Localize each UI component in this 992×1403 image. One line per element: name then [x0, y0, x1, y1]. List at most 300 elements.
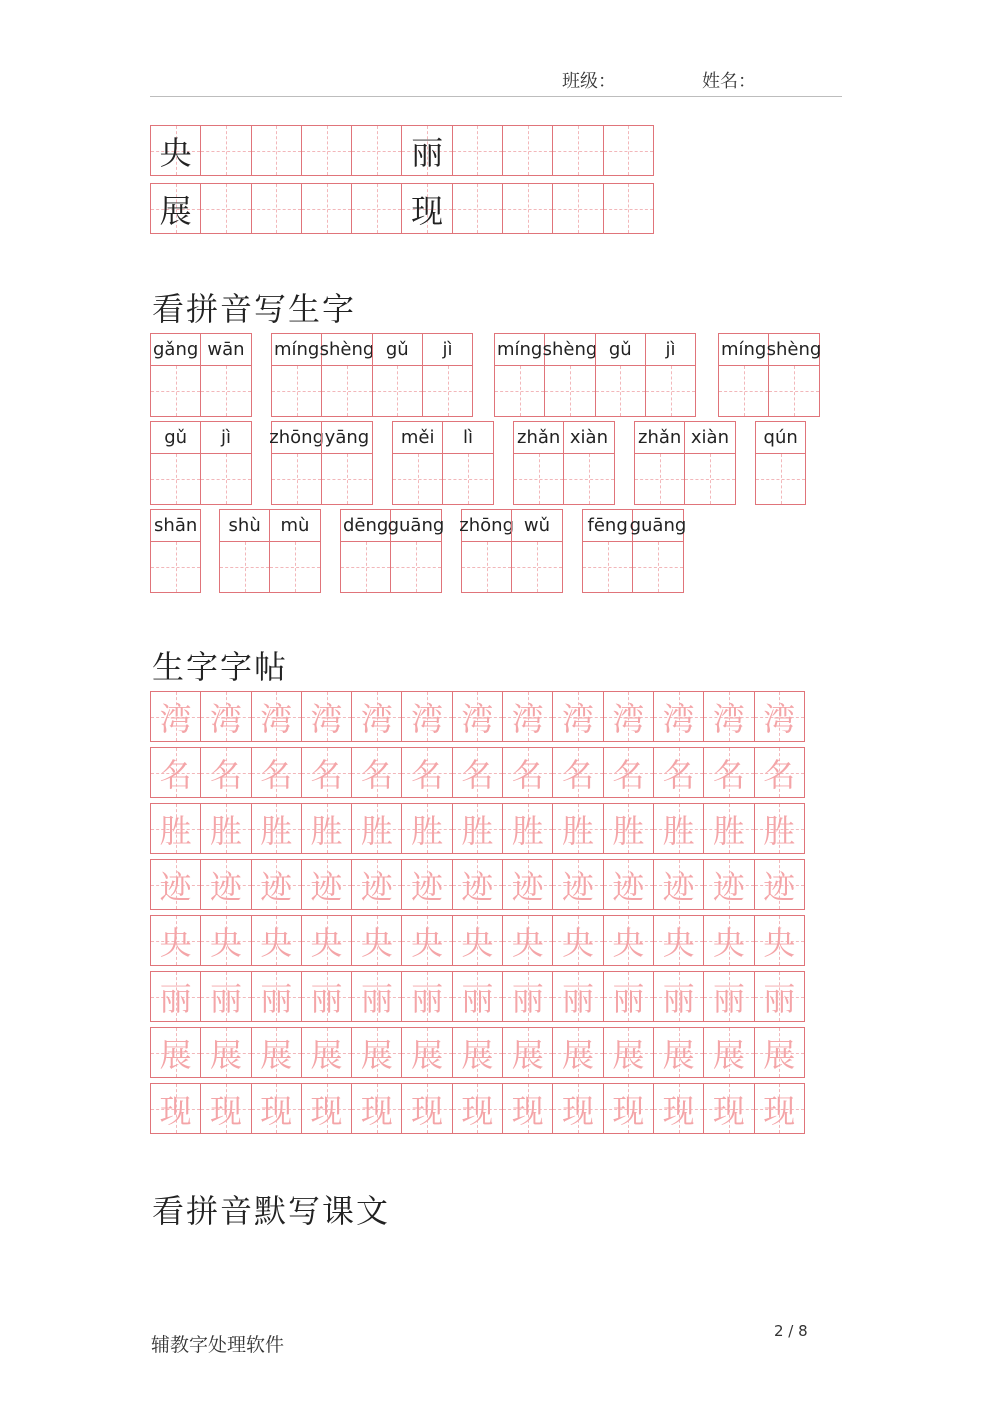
trace-character: 丽 — [209, 979, 242, 1018]
pinyin-word-group — [634, 421, 736, 505]
copybook-cell[interactable] — [754, 691, 805, 742]
trace-character: 央 — [763, 923, 796, 962]
trace-character: 央 — [310, 923, 343, 962]
model-character: 现 — [411, 191, 444, 230]
section-title-pinyin-to-chars: 看拼音写生字 — [152, 290, 357, 328]
pinyin-syllable: mù — [270, 510, 319, 542]
answer-cell[interactable] — [633, 542, 682, 592]
copybook-cell[interactable] — [401, 691, 452, 742]
answer-cell[interactable] — [514, 454, 563, 504]
trace-character: 丽 — [159, 979, 192, 1018]
name-label: 姓名： — [702, 71, 756, 92]
trace-character: 丽 — [310, 979, 343, 1018]
trace-character: 迹 — [411, 867, 444, 906]
copybook-cell[interactable] — [754, 1027, 805, 1078]
trace-character: 胜 — [612, 811, 645, 850]
trace-character: 湾 — [662, 699, 695, 738]
writing-cell[interactable] — [502, 125, 553, 176]
answer-cell[interactable] — [635, 454, 684, 504]
copybook-cell[interactable] — [301, 691, 352, 742]
pinyin-syllable: qún — [756, 422, 805, 454]
answer-cell[interactable] — [685, 454, 734, 504]
copybook-cell[interactable] — [401, 803, 452, 854]
pinyin-word-group — [513, 421, 615, 505]
model-character: 央 — [159, 133, 192, 172]
copybook-cell[interactable] — [653, 691, 704, 742]
copybook-row — [150, 803, 805, 854]
writing-cell[interactable] — [200, 183, 251, 234]
trace-character: 湾 — [411, 699, 444, 738]
pinyin-word-group — [219, 509, 321, 593]
answer-cell[interactable] — [462, 542, 511, 592]
answer-cell[interactable] — [201, 454, 250, 504]
copybook-cell[interactable] — [502, 803, 553, 854]
copybook-cell[interactable] — [301, 803, 352, 854]
trace-character: 央 — [159, 923, 192, 962]
copybook-cell[interactable] — [552, 747, 603, 798]
pinyin-syllable: gǔ — [596, 334, 645, 366]
copybook-cell[interactable] — [703, 915, 754, 966]
trace-character: 迹 — [260, 867, 293, 906]
model-character: 展 — [159, 191, 192, 230]
answer-cell[interactable] — [583, 542, 632, 592]
trace-character: 湾 — [612, 699, 645, 738]
pinyin-box — [684, 421, 735, 505]
writing-cell[interactable] — [351, 125, 402, 176]
writing-cell[interactable] — [552, 125, 603, 176]
writing-cell[interactable] — [452, 183, 503, 234]
trace-character: 丽 — [612, 979, 645, 1018]
copybook-cell[interactable] — [351, 803, 402, 854]
pinyin-word-group — [340, 509, 445, 593]
copybook-cell[interactable] — [150, 971, 201, 1022]
trace-character: 迹 — [159, 867, 192, 906]
trace-character: 胜 — [360, 811, 393, 850]
copybook-cell[interactable] — [351, 859, 402, 910]
trace-character: 丽 — [662, 979, 695, 1018]
trace-character: 湾 — [310, 699, 343, 738]
trace-character: 丽 — [712, 979, 745, 1018]
copybook-cell[interactable] — [351, 971, 402, 1022]
copybook-cell[interactable] — [502, 971, 553, 1022]
copybook-cell[interactable] — [150, 1027, 201, 1078]
copybook-cell[interactable] — [351, 1027, 402, 1078]
answer-cell[interactable] — [495, 366, 544, 416]
copybook-cell[interactable] — [301, 915, 352, 966]
trace-character: 现 — [461, 1091, 494, 1130]
answer-cell[interactable] — [393, 454, 442, 504]
answer-cell[interactable] — [270, 542, 319, 592]
copybook-cell[interactable] — [754, 747, 805, 798]
answer-cell[interactable] — [151, 366, 200, 416]
trace-character: 丽 — [411, 979, 444, 1018]
copybook-cell[interactable] — [703, 859, 754, 910]
writing-cell[interactable] — [603, 125, 654, 176]
trace-character: 现 — [260, 1091, 293, 1130]
trace-character: 迹 — [763, 867, 796, 906]
writing-cell[interactable] — [150, 183, 201, 234]
writing-cell[interactable] — [301, 183, 352, 234]
copybook-cell[interactable] — [552, 915, 603, 966]
writing-cell[interactable] — [351, 183, 402, 234]
trace-character: 丽 — [360, 979, 393, 1018]
copybook-cell[interactable] — [251, 803, 302, 854]
trace-character: 展 — [511, 1035, 544, 1074]
pinyin-word-group — [461, 509, 563, 593]
top-row — [150, 125, 654, 176]
pinyin-box — [494, 333, 545, 417]
copybook-cell[interactable] — [251, 915, 302, 966]
answer-cell[interactable] — [272, 366, 321, 416]
copybook-cell[interactable] — [603, 691, 654, 742]
trace-character: 央 — [209, 923, 242, 962]
copybook-cell[interactable] — [351, 691, 402, 742]
copybook-cell[interactable] — [703, 1083, 754, 1134]
trace-character: 胜 — [662, 811, 695, 850]
answer-cell[interactable] — [719, 366, 768, 416]
trace-character: 湾 — [562, 699, 595, 738]
copybook-row — [150, 1027, 805, 1078]
pinyin-syllable: wǔ — [512, 510, 561, 542]
trace-character: 名 — [562, 755, 595, 794]
answer-cell[interactable] — [322, 366, 371, 416]
copybook-cell[interactable] — [150, 803, 201, 854]
pinyin-box — [219, 509, 270, 593]
copybook-cell[interactable] — [653, 803, 704, 854]
class-label: 班级： — [562, 71, 616, 92]
writing-cell[interactable] — [401, 125, 452, 176]
trace-character: 湾 — [763, 699, 796, 738]
pinyin-word-group — [150, 333, 252, 417]
copybook-cell[interactable] — [452, 971, 503, 1022]
copybook-cell[interactable] — [401, 971, 452, 1022]
pinyin-word-group — [718, 333, 820, 417]
pinyin-box — [511, 509, 562, 593]
copybook-cell[interactable] — [452, 691, 503, 742]
answer-cell[interactable] — [201, 366, 250, 416]
answer-cell[interactable] — [512, 542, 561, 592]
copybook-cell[interactable] — [200, 971, 251, 1022]
writing-cell[interactable] — [401, 183, 452, 234]
copybook-cell[interactable] — [452, 803, 503, 854]
answer-cell[interactable] — [220, 542, 269, 592]
copybook-cell[interactable] — [754, 971, 805, 1022]
copybook-cell[interactable] — [200, 747, 251, 798]
copybook-cell[interactable] — [251, 1083, 302, 1134]
answer-cell[interactable] — [443, 454, 492, 504]
copybook-cell[interactable] — [603, 747, 654, 798]
pinyin-box — [422, 333, 473, 417]
pinyin-box — [321, 421, 372, 505]
trace-character: 名 — [159, 755, 192, 794]
writing-cell[interactable] — [200, 125, 251, 176]
pinyin-word-group — [150, 421, 252, 505]
pinyin-syllable: dēng — [341, 510, 390, 542]
pinyin-syllable: lì — [443, 422, 492, 454]
trace-character: 名 — [511, 755, 544, 794]
copybook-cell[interactable] — [401, 859, 452, 910]
copybook-cell[interactable] — [351, 1083, 402, 1134]
trace-character: 迹 — [461, 867, 494, 906]
trace-character: 迹 — [360, 867, 393, 906]
section-title-dictation: 看拼音默写课文 — [152, 1192, 391, 1230]
copybook-row — [150, 691, 805, 742]
trace-character: 胜 — [763, 811, 796, 850]
copybook-cell[interactable] — [301, 1083, 352, 1134]
pinyin-box — [513, 421, 564, 505]
trace-character: 名 — [360, 755, 393, 794]
writing-cell[interactable] — [502, 183, 553, 234]
trace-character: 央 — [662, 923, 695, 962]
answer-cell[interactable] — [151, 454, 200, 504]
copybook-row — [150, 859, 805, 910]
copybook-cell[interactable] — [502, 915, 553, 966]
copybook-cell[interactable] — [552, 691, 603, 742]
pinyin-syllable: míng — [495, 334, 544, 366]
copybook-cell[interactable] — [200, 803, 251, 854]
writing-cell[interactable] — [251, 183, 302, 234]
pinyin-syllable: guāng — [391, 510, 440, 542]
copybook-cell[interactable] — [452, 859, 503, 910]
copybook-cell[interactable] — [200, 1027, 251, 1078]
copybook-cell[interactable] — [251, 859, 302, 910]
trace-character: 胜 — [260, 811, 293, 850]
trace-character: 央 — [562, 923, 595, 962]
copybook-cell[interactable] — [552, 803, 603, 854]
trace-character: 名 — [461, 755, 494, 794]
copybook-cell[interactable] — [552, 859, 603, 910]
answer-cell[interactable] — [373, 366, 422, 416]
answer-cell[interactable] — [756, 454, 805, 504]
answer-cell[interactable] — [391, 542, 440, 592]
trace-character: 现 — [209, 1091, 242, 1130]
pinyin-box — [150, 509, 201, 593]
trace-character: 名 — [260, 755, 293, 794]
trace-character: 迹 — [662, 867, 695, 906]
answer-cell[interactable] — [151, 542, 200, 592]
copybook-cell[interactable] — [502, 1083, 553, 1134]
writing-cell[interactable] — [452, 125, 503, 176]
copybook-cell[interactable] — [200, 691, 251, 742]
pinyin-box — [200, 421, 251, 505]
writing-cell[interactable] — [301, 125, 352, 176]
writing-cell[interactable] — [150, 125, 201, 176]
copybook-cell[interactable] — [703, 1027, 754, 1078]
copybook-cell[interactable] — [251, 971, 302, 1022]
pinyin-syllable: shèng — [769, 334, 818, 366]
copybook-row — [150, 971, 805, 1022]
trace-character: 现 — [612, 1091, 645, 1130]
trace-character: 胜 — [209, 811, 242, 850]
pinyin-box — [319, 333, 375, 417]
trace-character: 名 — [712, 755, 745, 794]
copybook-cell[interactable] — [301, 859, 352, 910]
pinyin-syllable: zhǎn — [635, 422, 684, 454]
copybook-cell[interactable] — [452, 1083, 503, 1134]
trace-character: 央 — [511, 923, 544, 962]
copybook-cell[interactable] — [301, 1027, 352, 1078]
copybook-cell[interactable] — [200, 859, 251, 910]
copybook-cell[interactable] — [653, 1027, 704, 1078]
pinyin-word-group — [271, 333, 473, 417]
trace-character: 湾 — [209, 699, 242, 738]
pinyin-syllable: zhōng — [462, 510, 511, 542]
trace-character: 丽 — [763, 979, 796, 1018]
copybook-cell[interactable] — [703, 691, 754, 742]
answer-cell[interactable] — [646, 366, 695, 416]
trace-character: 展 — [461, 1035, 494, 1074]
copybook-cell[interactable] — [502, 859, 553, 910]
pinyin-word-group — [582, 509, 687, 593]
trace-character: 现 — [712, 1091, 745, 1130]
answer-cell[interactable] — [423, 366, 472, 416]
pinyin-box — [271, 333, 322, 417]
trace-character: 迹 — [310, 867, 343, 906]
writing-cell[interactable] — [251, 125, 302, 176]
trace-character: 央 — [712, 923, 745, 962]
trace-character: 迹 — [209, 867, 242, 906]
trace-character: 展 — [562, 1035, 595, 1074]
pinyin-box — [150, 333, 201, 417]
copybook-cell[interactable] — [150, 691, 201, 742]
pinyin-syllable: gǔ — [373, 334, 422, 366]
pinyin-box — [766, 333, 822, 417]
copybook-cell[interactable] — [653, 915, 704, 966]
copybook-cell[interactable] — [552, 1027, 603, 1078]
copybook-cell[interactable] — [401, 1027, 452, 1078]
copybook-cell[interactable] — [150, 859, 201, 910]
copybook-cell[interactable] — [703, 747, 754, 798]
pinyin-box — [269, 509, 320, 593]
trace-character: 展 — [662, 1035, 695, 1074]
copybook-cell[interactable] — [452, 1027, 503, 1078]
trace-character: 名 — [612, 755, 645, 794]
trace-character: 迹 — [511, 867, 544, 906]
trace-character: 湾 — [511, 699, 544, 738]
trace-character: 现 — [662, 1091, 695, 1130]
copybook-cell[interactable] — [251, 1027, 302, 1078]
copybook-cell[interactable] — [754, 1083, 805, 1134]
pinyin-box — [387, 509, 445, 593]
trace-character: 现 — [411, 1091, 444, 1130]
copybook-cell[interactable] — [502, 1027, 553, 1078]
trace-character: 展 — [411, 1035, 444, 1074]
trace-character: 胜 — [562, 811, 595, 850]
copybook-cell[interactable] — [653, 1083, 704, 1134]
answer-cell[interactable] — [769, 366, 818, 416]
copybook-cell[interactable] — [251, 691, 302, 742]
pinyin-syllable: shù — [220, 510, 269, 542]
answer-cell[interactable] — [545, 366, 594, 416]
copybook-cell[interactable] — [603, 915, 654, 966]
copybook-cell[interactable] — [351, 915, 402, 966]
copybook-cell[interactable] — [150, 747, 201, 798]
trace-character: 名 — [411, 755, 444, 794]
pinyin-box — [150, 421, 201, 505]
copybook-cell[interactable] — [301, 971, 352, 1022]
pinyin-syllable: shèng — [322, 334, 371, 366]
pinyin-syllable: jì — [201, 422, 250, 454]
answer-cell[interactable] — [272, 454, 321, 504]
copybook-cell[interactable] — [603, 803, 654, 854]
copybook-cell[interactable] — [301, 747, 352, 798]
trace-character: 胜 — [511, 811, 544, 850]
trace-character: 央 — [360, 923, 393, 962]
trace-character: 湾 — [461, 699, 494, 738]
trace-character: 央 — [411, 923, 444, 962]
copybook-cell[interactable] — [401, 1083, 452, 1134]
trace-character: 现 — [562, 1091, 595, 1130]
copybook-cell[interactable] — [603, 859, 654, 910]
writing-cell[interactable] — [603, 183, 654, 234]
copybook-cell[interactable] — [200, 1083, 251, 1134]
copybook-cell[interactable] — [754, 859, 805, 910]
copybook-cell[interactable] — [754, 915, 805, 966]
trace-character: 现 — [360, 1091, 393, 1130]
pinyin-syllable: jì — [646, 334, 695, 366]
trace-character: 名 — [209, 755, 242, 794]
copybook-cell[interactable] — [552, 1083, 603, 1134]
copybook-cell[interactable] — [452, 747, 503, 798]
copybook-cell[interactable] — [251, 747, 302, 798]
answer-cell[interactable] — [596, 366, 645, 416]
answer-cell[interactable] — [322, 454, 371, 504]
trace-character: 丽 — [511, 979, 544, 1018]
writing-cell[interactable] — [552, 183, 603, 234]
pinyin-box — [755, 421, 806, 505]
copybook-cell[interactable] — [552, 971, 603, 1022]
trace-character: 名 — [662, 755, 695, 794]
trace-character: 胜 — [411, 811, 444, 850]
pinyin-box — [200, 333, 251, 417]
pinyin-syllable: xiàn — [685, 422, 734, 454]
pinyin-word-group — [392, 421, 494, 505]
pinyin-syllable: měi — [393, 422, 442, 454]
copybook-cell[interactable] — [603, 971, 654, 1022]
copybook-cell[interactable] — [351, 747, 402, 798]
trace-character: 展 — [209, 1035, 242, 1074]
copybook-cell[interactable] — [401, 915, 452, 966]
copybook-cell[interactable] — [603, 1083, 654, 1134]
copybook-cell[interactable] — [754, 803, 805, 854]
trace-character: 胜 — [712, 811, 745, 850]
pinyin-syllable: yāng — [322, 422, 371, 454]
trace-character: 央 — [260, 923, 293, 962]
answer-cell[interactable] — [564, 454, 613, 504]
copybook-cell[interactable] — [653, 971, 704, 1022]
copybook-cell[interactable] — [150, 915, 201, 966]
pinyin-box — [582, 509, 633, 593]
copybook-cell[interactable] — [502, 691, 553, 742]
copybook-cell[interactable] — [150, 1083, 201, 1134]
copybook-cell[interactable] — [653, 747, 704, 798]
copybook-cell[interactable] — [200, 915, 251, 966]
answer-cell[interactable] — [341, 542, 390, 592]
trace-character: 展 — [310, 1035, 343, 1074]
trace-character: 湾 — [360, 699, 393, 738]
copybook-cell[interactable] — [653, 859, 704, 910]
copybook-cell[interactable] — [603, 1027, 654, 1078]
trace-character: 现 — [310, 1091, 343, 1130]
copybook-cell[interactable] — [703, 803, 754, 854]
copybook-cell[interactable] — [703, 971, 754, 1022]
copybook-cell[interactable] — [452, 915, 503, 966]
copybook-cell[interactable] — [502, 747, 553, 798]
copybook-cell[interactable] — [401, 747, 452, 798]
trace-character: 现 — [159, 1091, 192, 1130]
trace-character: 展 — [360, 1035, 393, 1074]
pinyin-box — [392, 421, 443, 505]
